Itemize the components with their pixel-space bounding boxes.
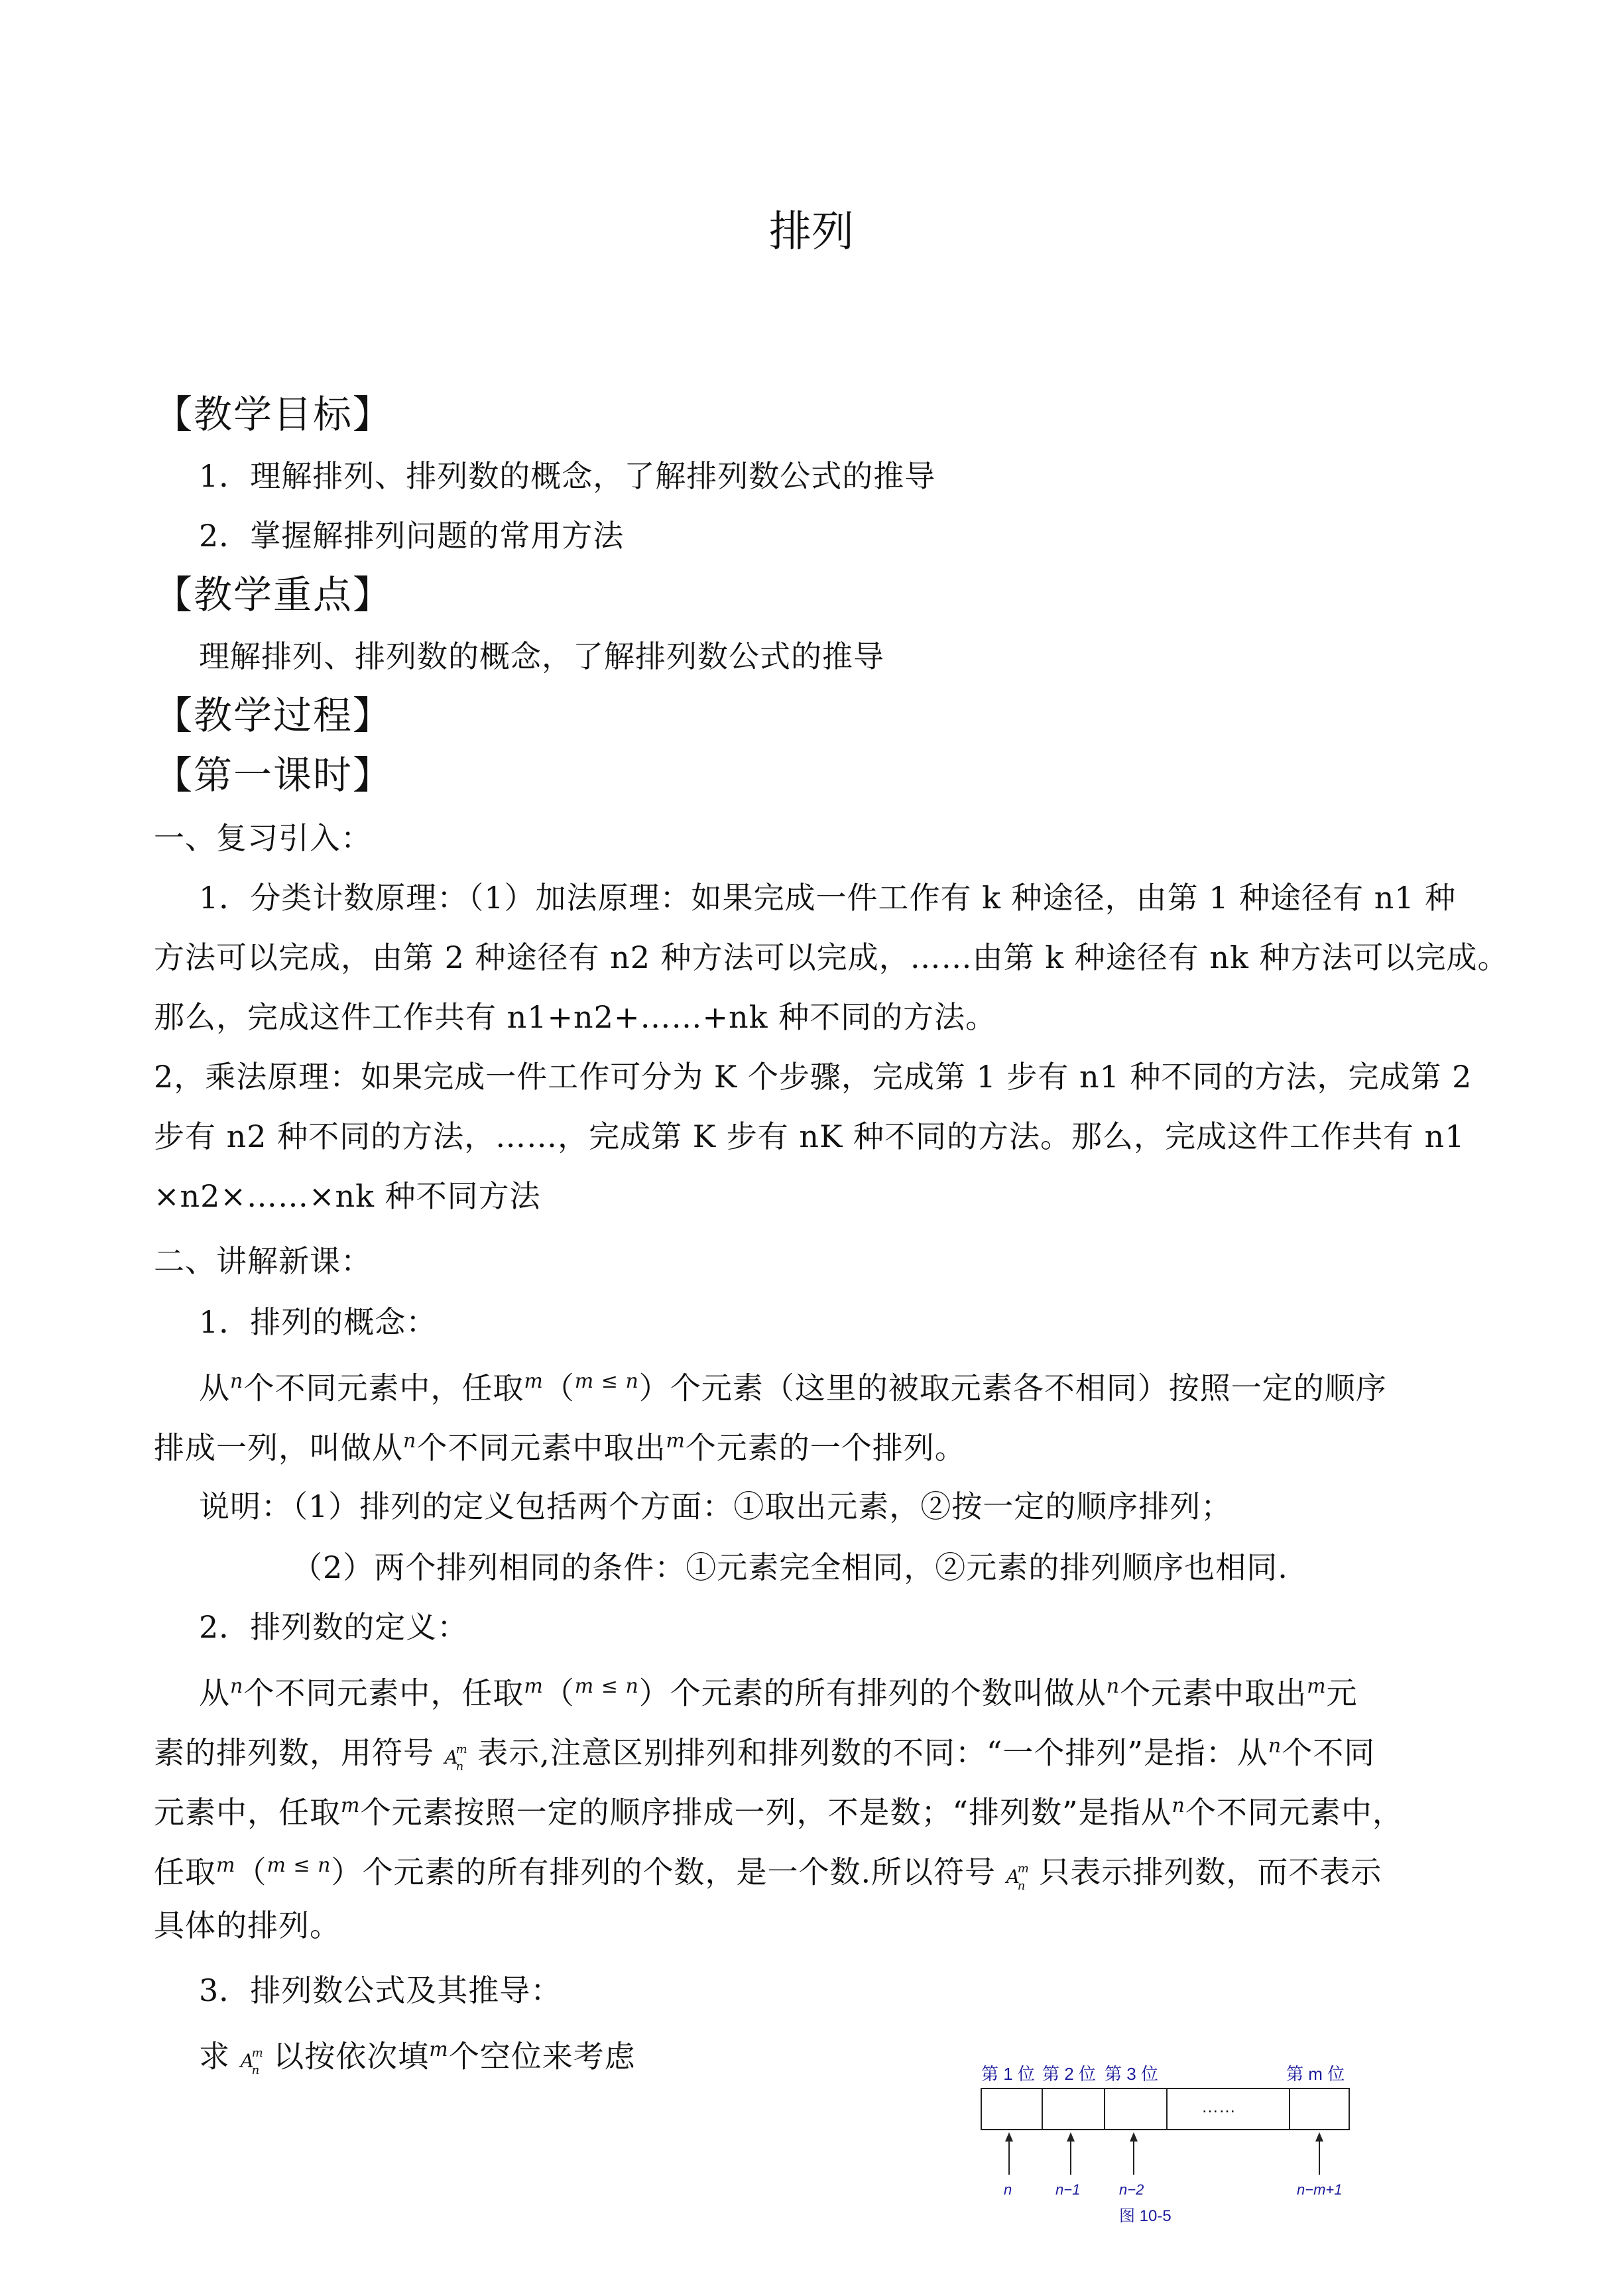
slot-label-2: 第 2 位: [1042, 2064, 1096, 2084]
up-arrow-icon: [1005, 2132, 1013, 2175]
perm-num-line-5: 具体的排列。: [154, 1907, 341, 1943]
formula-intro: 求 A m n 以按依次填$^m$个空位来考虑: [199, 2038, 636, 2078]
section-new-lesson: 二、讲解新课：: [154, 1243, 372, 1279]
add-principle-line-3: 那么，完成这件工作共有 n1+n2+……+nk 种不同的方法。: [154, 999, 997, 1035]
figure-caption: 图 10-5: [1119, 2207, 1172, 2225]
sub-formula: 3．排列数公式及其推导：: [199, 1972, 562, 2008]
page-title: 排列: [769, 208, 854, 257]
perm-def-line-1: 从$^n$个不同元素中，任取$^m$（$^{m \le n}$）个元素（这里的被取元素各不相同）按照一定的顺序: [199, 1370, 1387, 1406]
key-point-text: 理解排列、排列数的概念，了解排列数公式的推导: [199, 638, 884, 674]
objective-1: 1．理解排列、排列数的概念，了解排列数公式的推导: [199, 458, 936, 494]
slots-figure: [968, 2055, 1366, 2225]
mult-principle-line-2: 步有 n2 种不同的方法，……，完成第 K 步有 nK 种不同的方法。那么，完成这件工作共有 n1: [154, 1118, 1465, 1154]
heading-key-points: 【教学重点】: [154, 572, 393, 617]
heading-process: 【教学过程】: [154, 693, 393, 738]
note-1: 说明：（1）排列的定义包括两个方面：①取出元素，②按一定的顺序排列；: [199, 1488, 1232, 1524]
perm-num-line-3: 元素中，任取$^m$个元素按照一定的顺序排成一列，不是数；“排列数”是指从$^n$个不同元素中，: [154, 1794, 1404, 1831]
slot-var-2: n−1: [1055, 2181, 1081, 2198]
note-2: （2）两个排列相同的条件：①元素完全相同，②元素的排列顺序也相同.: [292, 1549, 1288, 1585]
add-principle-line-1: 1．分类计数原理：（1）加法原理：如果完成一件工作有 k 种途径，由第 1 种途径有 n1 种: [199, 880, 1457, 916]
slot-ellipsis: ……: [1201, 2096, 1236, 2116]
slot-var-3: n−2: [1119, 2181, 1144, 2198]
up-arrow-icon: [1067, 2132, 1075, 2175]
slots-outline: [981, 2088, 1349, 2130]
heading-objectives: 【教学目标】: [154, 392, 393, 437]
up-arrow-icon: [1315, 2132, 1323, 2175]
sub-permutation-concept: 1．排列的概念：: [199, 1304, 438, 1340]
slot-var-m: n−m+1: [1297, 2181, 1343, 2198]
perm-num-line-2: 素的排列数，用符号 A m n 表示,注意区别排列和排列数的不同：“一个排列”是指：从$^n$个不同: [154, 1734, 1376, 1774]
sub-permutation-number: 2．排列数的定义：: [199, 1609, 469, 1645]
heading-first-lesson: 【第一课时】: [154, 753, 393, 798]
mult-principle-line-1: 2，乘法原理：如果完成一件工作可分为 K 个步骤，完成第 1 步有 n1 种不同的方法，完成第 2: [154, 1059, 1473, 1095]
objective-2: 2．掌握解排列问题的常用方法: [199, 518, 625, 554]
perm-def-line-2: 排成一列，叫做从$^n$个不同元素中取出$^m$个元素的一个排列。: [154, 1429, 966, 1466]
perm-symbol: A m n: [240, 2046, 264, 2078]
slot-var-1: n: [1004, 2181, 1012, 2198]
slot-label-m: 第 m 位: [1286, 2064, 1345, 2084]
slot-label-1: 第 1 位: [981, 2064, 1035, 2084]
section-review: 一、复习引入：: [154, 820, 372, 856]
perm-num-line-1: 从$^n$个不同元素中，任取$^m$（$^{m \le n}$）个元素的所有排列的个数叫做从$^n$个元素中取出$^m$元: [199, 1675, 1358, 1711]
perm-symbol: A m n: [444, 1742, 468, 1774]
perm-symbol: A m n: [1006, 1862, 1030, 1894]
add-principle-line-2: 方法可以完成，由第 2 种途径有 n2 种方法可以完成，……由第 k 种途径有 nk 种方法可以完成。: [154, 939, 1509, 975]
up-arrow-icon: [1130, 2132, 1138, 2175]
slot-label-3: 第 3 位: [1105, 2064, 1158, 2084]
mult-principle-line-3: ×n2×……×nk 种不同方法: [154, 1178, 541, 1214]
perm-num-line-4: 任取$^m$（$^{m \le n}$）个元素的所有排列的个数，是一个数.所以符号 A m n 只表示排列数，而不表示: [154, 1854, 1382, 1894]
